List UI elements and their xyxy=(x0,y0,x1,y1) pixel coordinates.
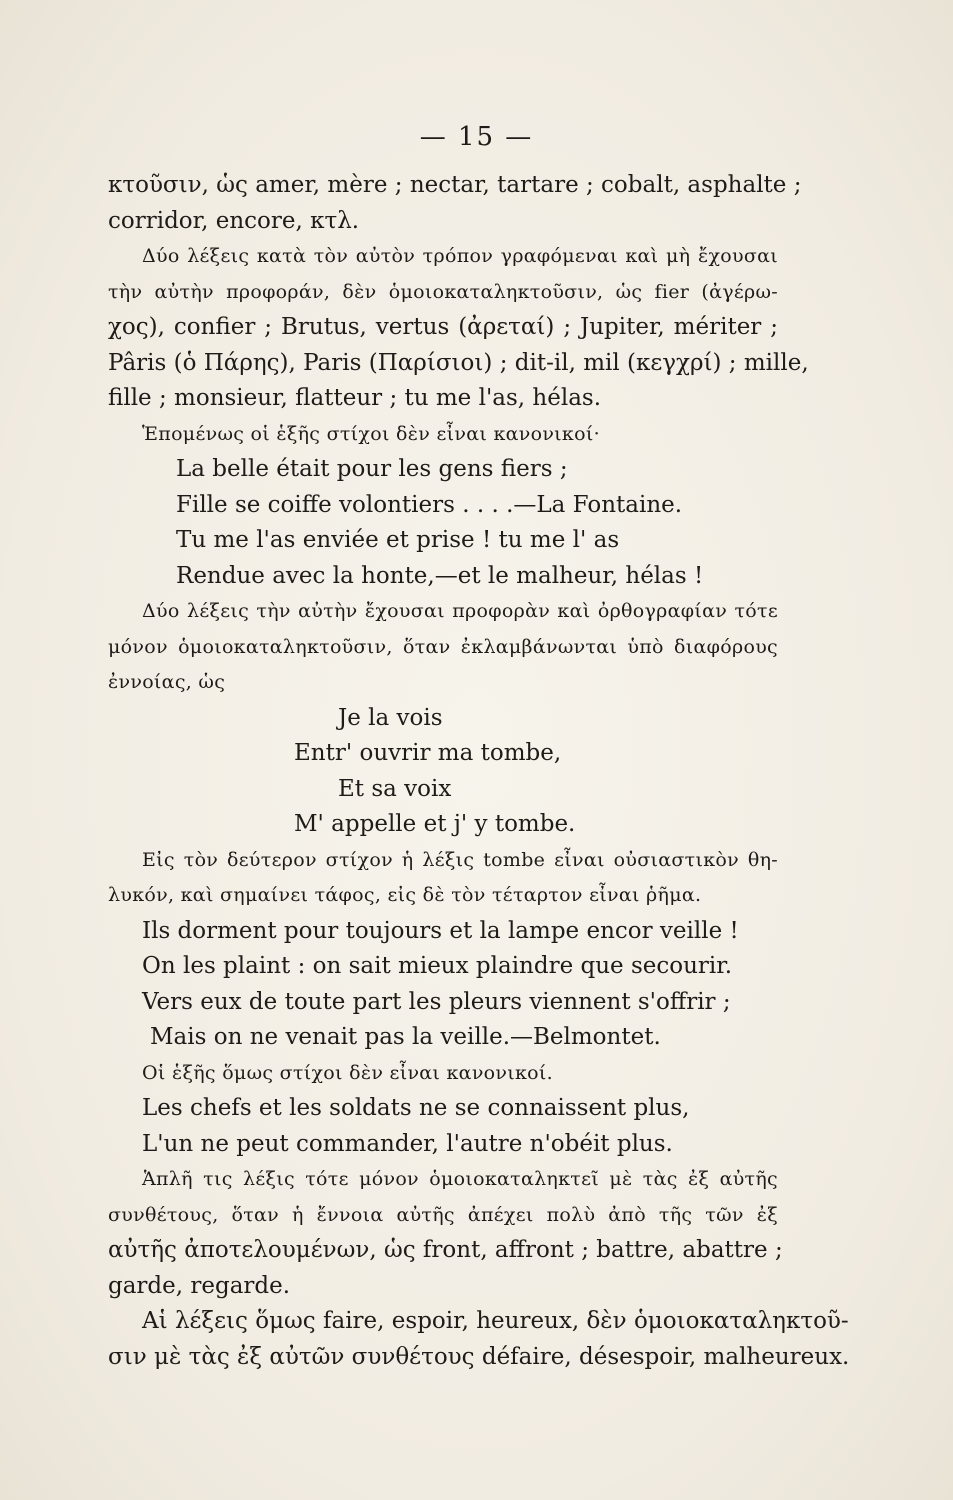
text-line: Αἱ λέξεις ὅμως faire, espoir, heureux, δὲν ὁμοιοκαταληκτοῦ- xyxy=(142,1308,849,1334)
verse-line: Les chefs et les soldats ne se connaissent plus, xyxy=(142,1095,690,1121)
verse-line: L'un ne peut commander, l'autre n'obéit plus. xyxy=(142,1130,673,1157)
text-line: τὴν αὐτὴν προφοράν, δὲν ὁμοιοκαταληκτοῦσιν, ὡς fier (ἀγέρω- xyxy=(108,280,778,303)
text-line: Οἱ ἑξῆς ὅμως στίχοι δὲν εἶναι κανονικοί. xyxy=(142,1061,554,1084)
verse-line: Rendue avec la honte,—et le malheur, hélas ! xyxy=(176,562,704,589)
verse-line: Et sa voix xyxy=(338,775,452,802)
text-line: Δύο λέξεις κατὰ τὸν αὐτὸν τρόπον γραφόμεναι καὶ μὴ ἔχουσαι xyxy=(142,245,778,267)
verse-line: Fille se coiffe volontiers . . . .—La Fontaine. xyxy=(176,491,683,518)
text-line: Ἁπλῆ τις λέξις τότε μόνον ὁμοιοκαταληκτεῖ μὲ τὰς ἐξ αὐτῆς xyxy=(142,1168,778,1190)
page-number: — 15 — xyxy=(419,122,534,152)
text-line: αὐτῆς ἀποτελουμένων, ὡς front, affront ; battre, abattre ; xyxy=(108,1237,783,1263)
text-line: Εἰς τὸν δεύτερον στίχον ἡ λέξις tombe εἶναι οὐσιαστικὸν θη- xyxy=(142,848,778,871)
verse-line: La belle était pour les gens fiers ; xyxy=(176,456,568,482)
verse-line: M' appelle et j' y tombe. xyxy=(294,811,576,837)
text-line: λυκόν, καὶ σημαίνει τάφος, εἰς δὲ τὸν τέταρτον εἶναι ῥῆμα. xyxy=(108,884,702,906)
text-line: μόνον ὁμοιοκαταληκτοῦσιν, ὅταν ἐκλαμβάνωνται ὑπὸ διαφόρους xyxy=(108,635,778,658)
text-line: ἐννοίας, ὡς xyxy=(108,671,226,693)
page-text xyxy=(108,168,850,1375)
text-line: Pâris (ὁ Πάρης), Paris (Παρίσιοι) ; dit-il, mil (κεγχρί) ; mille, xyxy=(108,349,809,376)
verse-line: Mais on ne venait pas la veille.—Belmontet. xyxy=(150,1024,661,1050)
text-line: fille ; monsieur, flatteur ; tu me l'as, hélas. xyxy=(108,385,602,411)
verse-line: Entr' ouvrir ma tombe, xyxy=(294,740,562,766)
text-line: χος), confier ; Brutus, vertus (ἀρεταί) ; Jupiter, mériter ; xyxy=(108,314,778,340)
verse-line: Ils dorment pour toujours et la lampe encor veille ! xyxy=(142,917,739,944)
verse-line: Je la vois xyxy=(338,704,443,731)
text-line: Δύο λέξεις τὴν αὐτὴν ἔχουσαι προφορὰν καὶ ὀρθογραφίαν τότε xyxy=(142,600,778,622)
verse-line: Vers eux de toute part les pleurs viennent s'offrir ; xyxy=(142,988,731,1015)
verse-line: Tu me l'as enviée et prise ! tu me l' as xyxy=(176,527,620,553)
text-line: κτοῦσιν, ὡς amer, mère ; nectar, tartare ; cobalt, asphalte ; xyxy=(108,172,802,198)
text-line: σιν μὲ τὰς ἐξ αὐτῶν συνθέτους défaire, désespoir, malheureux. xyxy=(108,1343,850,1370)
text-line: Ἑπομένως οἱ ἑξῆς στίχοι δὲν εἶναι κανονικοί· xyxy=(142,422,600,445)
text-line: garde, regarde. xyxy=(108,1272,291,1299)
text-line: συνθέτους, ὅταν ἡ ἔννοια αὐτῆς ἀπέχει πολὺ ἀπὸ τῆς τῶν ἐξ xyxy=(108,1203,778,1226)
verse-line: On les plaint : on sait mieux plaindre que secourir. xyxy=(142,953,733,979)
text-line: corridor, encore, κτλ. xyxy=(108,207,360,234)
